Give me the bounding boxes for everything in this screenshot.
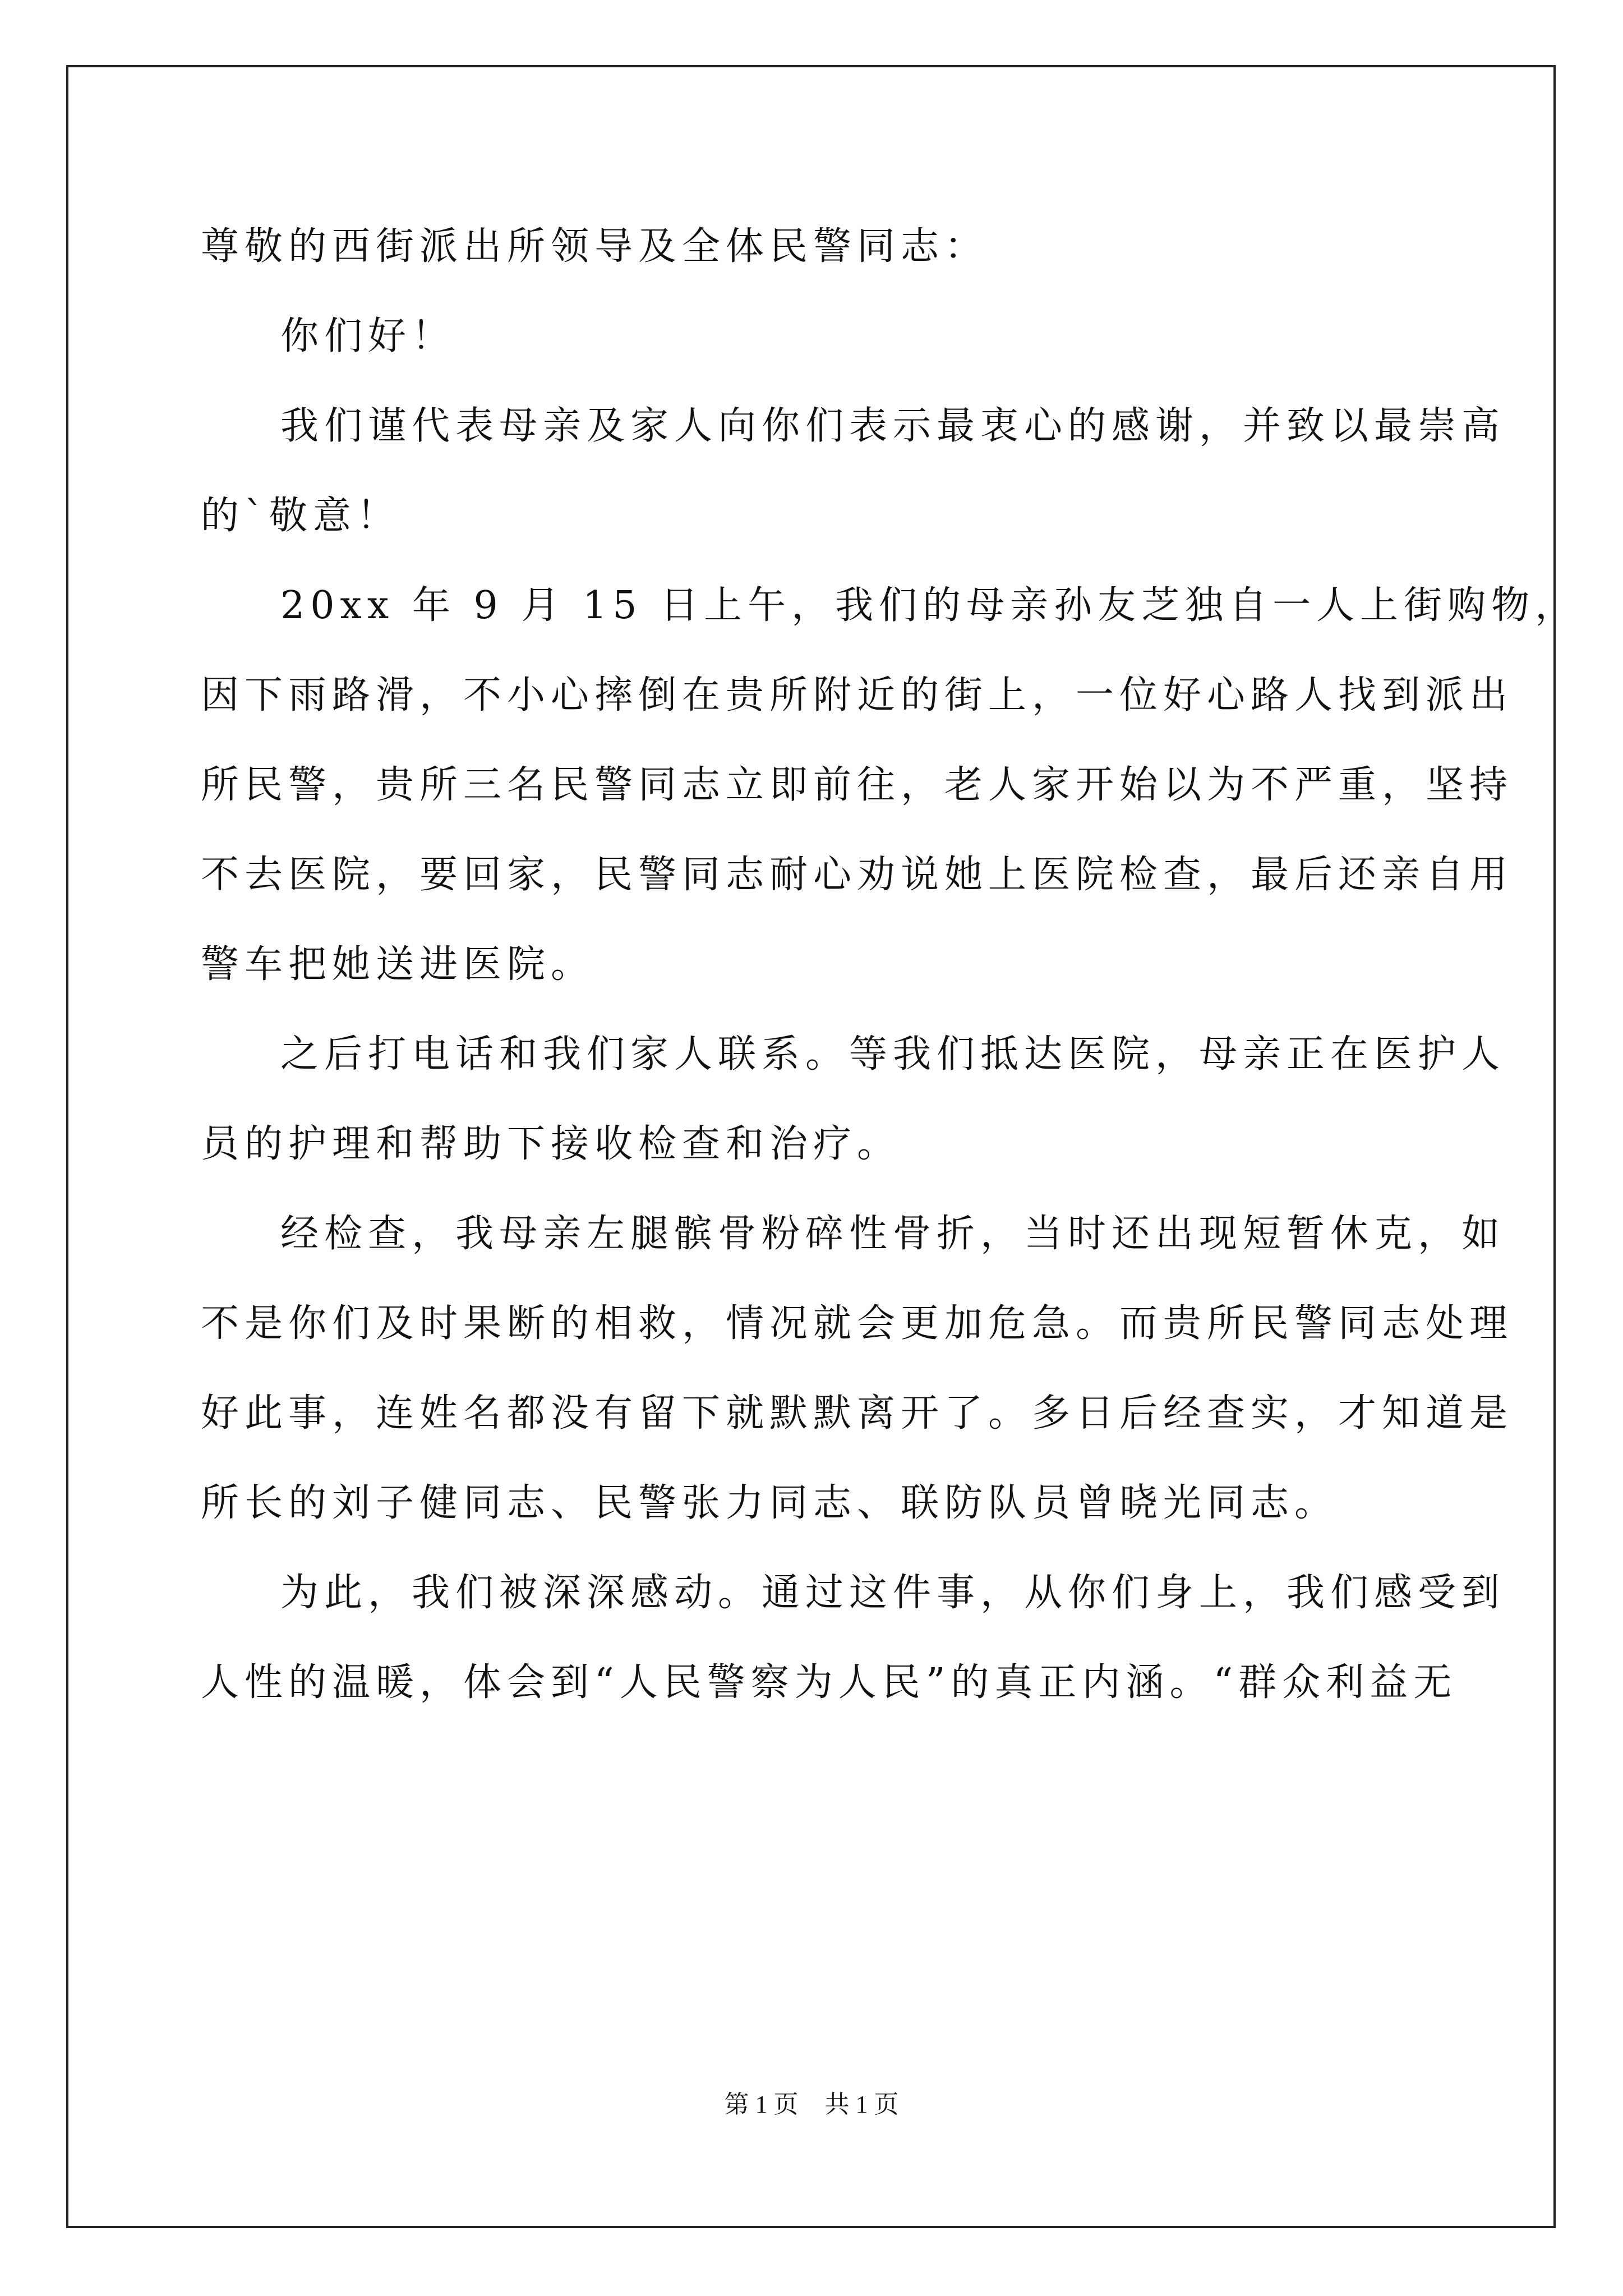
paragraph-line: 员的护理和帮助下接收检查和治疗。 xyxy=(201,1122,901,1166)
greeting-line: 你们好！ xyxy=(280,314,456,358)
paragraph-line: 人性的温暖，体会到“人民警察为人民”的真正内涵。“群众利益无 xyxy=(201,1660,1458,1705)
paragraph-line: 所长的刘子健同志、民警张力同志、联防队员曾晓光同志。 xyxy=(201,1481,1339,1525)
paragraph-line: 的`敬意！ xyxy=(201,494,401,538)
page-total: 共 1 页 xyxy=(824,2091,899,2118)
paragraph-line: 所民警，贵所三名民警同志立即前往，老人家开始以为不严重，坚持 xyxy=(201,763,1514,807)
paragraph-line: 之后打电话和我们家人联系。等我们抵达医院，母亲正在医护人 xyxy=(280,1032,1506,1076)
paragraph-line: 好此事，连姓名都没有留下就默默离开了。多日后经查实，才知道是 xyxy=(201,1391,1514,1435)
paragraph-line: 警车把她送进医院。 xyxy=(201,942,595,987)
paragraph-line: 我们谨代表母亲及家人向你们表示最衷心的感谢，并致以最崇高 xyxy=(280,404,1506,448)
paragraph-line: 不去医院，要回家，民警同志耐心劝说她上医院检查，最后还亲自用 xyxy=(201,853,1514,897)
paragraph-line: 为此，我们被深深感动。通过这件事，从你们身上，我们感受到 xyxy=(280,1571,1506,1615)
paragraph-line: 不是你们及时果断的相救，情况就会更加危急。而贵所民警同志处理 xyxy=(201,1301,1514,1346)
page-number: 第 1 页 xyxy=(724,2091,799,2118)
paragraph-line: 因下雨路滑，不小心摔倒在贵所附近的街上，一位好心路人找到派出 xyxy=(201,673,1514,717)
paragraph-line: 经检查，我母亲左腿髌骨粉碎性骨折，当时还出现短暂休克，如 xyxy=(280,1212,1506,1256)
salutation: 尊敬的西街派出所领导及全体民警同志： xyxy=(201,224,989,269)
paragraph-line: 20xx 年 9 月 15 日上午，我们的母亲孙友芝独自一人上街购物， xyxy=(280,583,1579,628)
page-footer xyxy=(0,2090,1623,2119)
